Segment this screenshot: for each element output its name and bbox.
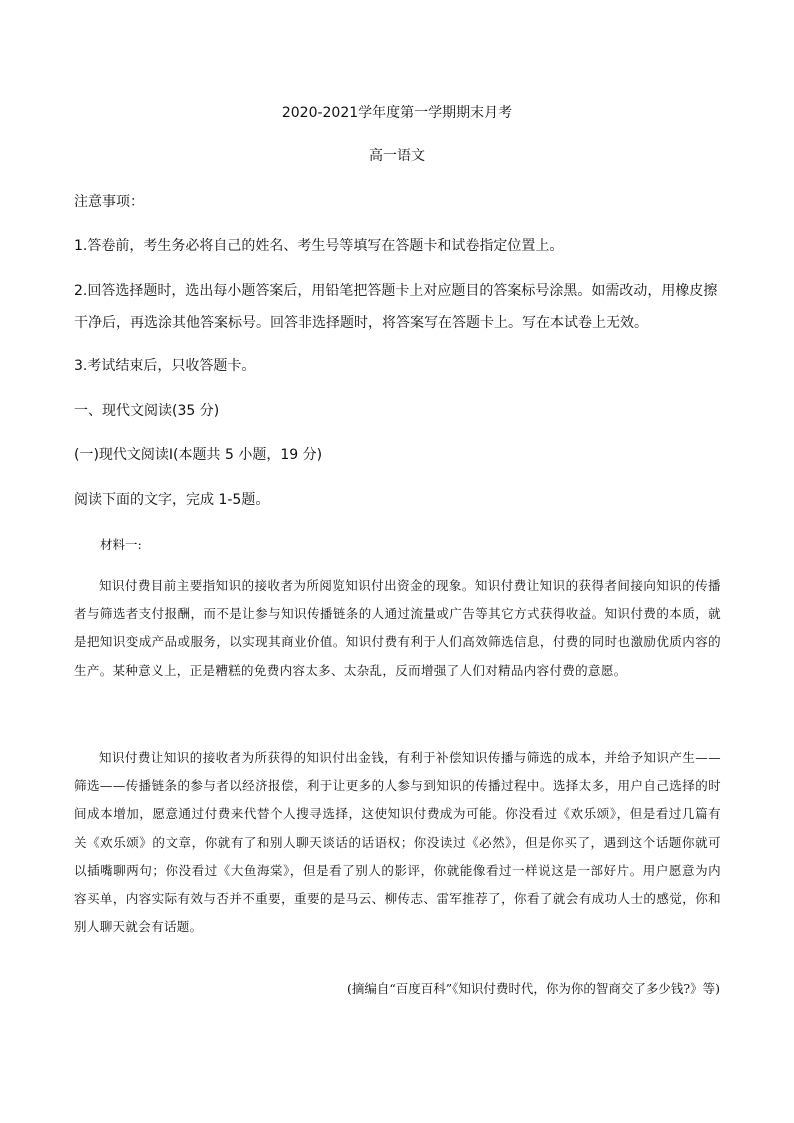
section-subheading: (一)现代文阅读Ⅰ(本题共 5 小题，19 分) [74, 447, 323, 463]
notice-item-3: 3.考试结束后，只收答题卡。 [74, 358, 256, 374]
material-label: 材料一: [100, 537, 142, 552]
notice-item-2-line-2: 干净后，再选涂其他答案标号。回答非选择题时，将答案写在答题卡上。写在本试卷上无效。 [74, 315, 648, 331]
notice-item-1: 1.答卷前，考生务必将自己的姓名、考生号等填写在答题卡和试卷指定位置上。 [74, 238, 564, 254]
section-instruction: 阅读下面的文字，完成 1-5题。 [74, 492, 270, 508]
exam-subject: 高一语文 [369, 148, 425, 164]
notice-item-2-line-1: 2.回答选择题时，选出每小题答案后，用铅笔把答题卡上对应题目的答案标号涂黑。如需改动，用橡皮擦 [74, 283, 718, 299]
section-heading: 一、现代文阅读(35 分) [74, 403, 220, 419]
material-paragraph-2: 知识付费让知识的接收者为所获得的知识付出金钱，有利于补偿知识传播与筛选的成本，并给予知识产生——筛选——传播链条的参与者以经济报偿，利于让更多的人参与到知识的传播过程中。选择太多，用户自己选择的时间成本增加，愿意通过付费来代替个人搜寻选择，这使知识付费成为可能。你没看过《欢乐颂》，但是看过几篇有关《欢乐颂》的文章，你就有了和别人聊天谈话的话语权；你没读过《必然》，但是你买了，遇到这个话题你就可以插嘴聊两句；你没看过《大鱼海棠》，但是看了别人的影评，你就能像看过一样说这是一部好片。用户愿意为内容买单，内容实际有效与否并不重要，重要的是马云、柳传志、雷军推荐了，你看了就会有成功人士的感觉，你和别人聊天就会有话题。 [74, 750, 721, 935]
material-source: (摘编自“百度百科”《知识付费时代，你为你的智商交了多少钱?》等) [347, 981, 720, 996]
exam-title: 2020-2021学年度第一学期期末月考 [281, 105, 513, 121]
material-paragraph-1: 知识付费目前主要指知识的接收者为所阅览知识付出资金的现象。知识付费让知识的获得者间接向知识的传播者与筛选者支付报酬，而不是让参与知识传播链条的人通过流量或广告等其它方式获得收益。知识付费的本质，就是把知识变成产品或服务，以实现其商业价值。知识付费有利于人们高效筛选信息，付费的同时也激励优质内容的生产。某种意义上，正是糟糕的免费内容太多、太杂乱，反而增强了人们对精品内容付费的意愿。 [74, 578, 721, 678]
notice-heading: 注意事项： [74, 194, 144, 210]
